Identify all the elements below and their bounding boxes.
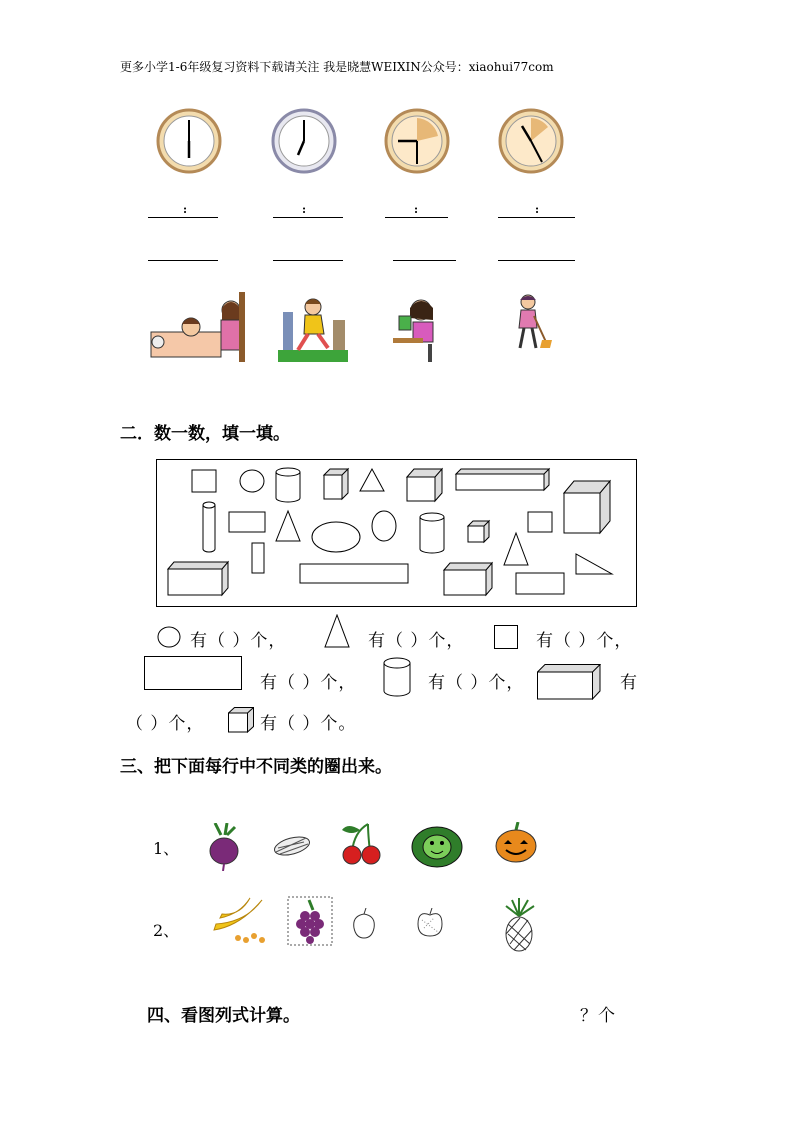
- section-2-title: 二．数一数，填一填。: [120, 424, 290, 444]
- cube-shape: [564, 481, 610, 533]
- clock-icon: [384, 108, 450, 174]
- sweeping-girl-picture-icon: [506, 292, 554, 354]
- cube-shape: [468, 521, 489, 542]
- cherry-icon: [338, 822, 384, 866]
- colon: :: [414, 203, 419, 216]
- section-3-title: 三、把下面每行中不同类的圈出来。: [120, 757, 392, 777]
- circle-shape: [312, 522, 360, 552]
- count-cuboid-you: 有: [620, 673, 638, 693]
- clock-icon: [271, 108, 337, 174]
- activity-blank[interactable]: [498, 260, 575, 261]
- pineapple-icon: [498, 898, 540, 952]
- reading-girl-picture-icon: [393, 294, 448, 362]
- banana-icon: [210, 896, 268, 948]
- bedtime-picture-icon: [146, 292, 246, 362]
- running-girl-picture-icon: [278, 292, 348, 362]
- question-count: ？个: [580, 1006, 616, 1026]
- count-cuboid-paren: （ ）个，: [126, 714, 205, 734]
- clock-icon: [498, 108, 564, 174]
- cube-icon: [228, 707, 254, 733]
- cabbage-icon: [410, 823, 464, 869]
- beet-icon: [205, 823, 243, 871]
- triangle-icon: [324, 614, 350, 648]
- cuboid-shape: [407, 469, 442, 501]
- square-shape: [528, 512, 552, 532]
- grapes-icon: [287, 896, 333, 946]
- colon: :: [302, 203, 307, 216]
- time-blank[interactable]: [273, 217, 343, 218]
- rectangle-shape: [516, 573, 564, 594]
- count-cube: 有（ ）个。: [260, 714, 357, 734]
- cuboid-shape: [168, 562, 228, 595]
- shapes-panel: [156, 459, 637, 607]
- row-2-label: 2、: [153, 921, 180, 940]
- corn-icon: [270, 832, 312, 860]
- cylinder-shape: [420, 513, 444, 553]
- pumpkin-icon: [494, 822, 538, 864]
- count-square: 有（ ）个，: [536, 631, 633, 651]
- row-1-label: 1、: [153, 839, 180, 858]
- cylinder-shape: [276, 468, 300, 502]
- cylinder-shape: [203, 502, 215, 552]
- activity-blank[interactable]: [393, 260, 456, 261]
- cuboid-shape: [444, 563, 492, 595]
- circle-icon: [157, 626, 181, 648]
- rectangle-icon: [144, 656, 242, 690]
- rectangle-shape: [229, 512, 265, 532]
- count-triangle: 有（ ）个，: [368, 631, 465, 651]
- count-circle: 有（ ）个，: [190, 631, 287, 651]
- rectangle-shape: [252, 543, 264, 573]
- section-4-title: 四、看图列式计算。: [147, 1006, 300, 1026]
- time-blank[interactable]: [498, 217, 575, 218]
- rectangle-shape: [300, 564, 408, 583]
- activity-blank[interactable]: [148, 260, 218, 261]
- time-blank[interactable]: [385, 217, 448, 218]
- colon: :: [535, 203, 540, 216]
- page-header: 更多小学1-6年级复习资料下载请关注 我是晓慧WEIXIN公众号：xiaohui77com: [120, 60, 554, 74]
- circle-shape: [240, 470, 264, 492]
- circle-shape: [372, 511, 396, 541]
- cuboid-icon: [537, 664, 601, 700]
- activity-blank[interactable]: [273, 260, 343, 261]
- square-icon: [494, 625, 518, 649]
- cuboid-shape: [456, 469, 549, 490]
- peach-icon: [352, 908, 376, 940]
- count-rectangle: 有（ ）个，: [260, 673, 357, 693]
- count-cylinder: 有（ ）个，: [428, 673, 525, 693]
- cube-shape: [324, 469, 348, 499]
- colon: :: [183, 203, 188, 216]
- apple-icon: [416, 908, 444, 938]
- cylinder-icon: [383, 657, 411, 697]
- square-shape: [192, 470, 216, 492]
- clock-icon: [156, 108, 222, 174]
- time-blank[interactable]: [148, 217, 218, 218]
